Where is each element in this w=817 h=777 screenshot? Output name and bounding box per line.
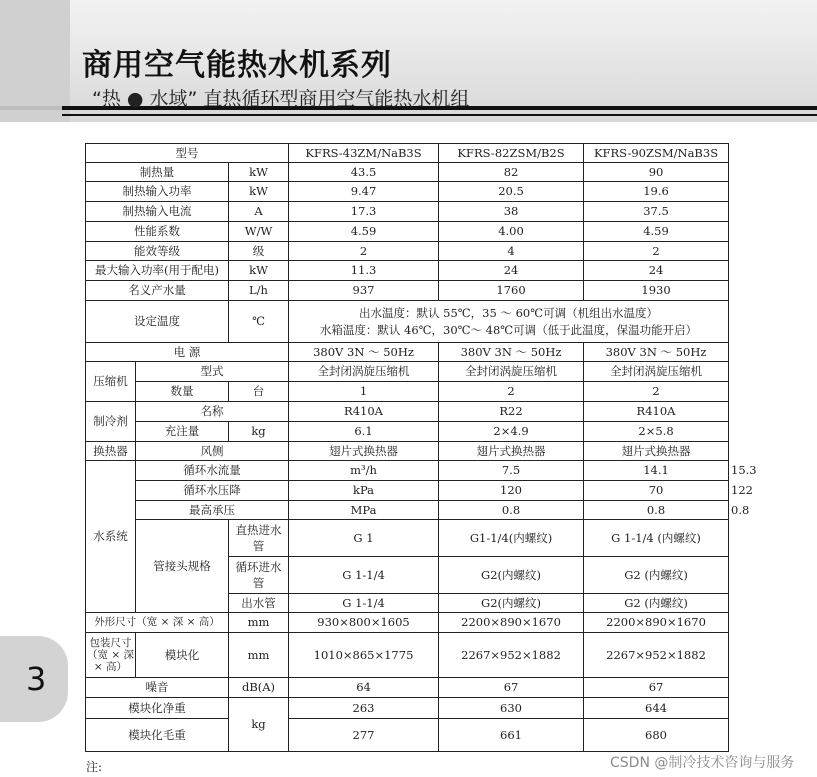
cell-value: 38 [439, 202, 584, 222]
header-rule-thin [62, 114, 817, 116]
cell-value: G 1 [289, 520, 439, 557]
cell-value: 263 [289, 698, 439, 719]
cell-value: G 1-1/4 (内螺纹) [584, 520, 729, 557]
model-name: KFRS-90ZSM/NaB3S [584, 144, 729, 163]
spec-table [85, 143, 757, 752]
cell-value: 1 [289, 382, 439, 402]
cell-value: G2 (内螺纹) [584, 557, 729, 594]
cell-value: 2267×952×1882 [439, 633, 584, 678]
pipe-label: 直热进水管 [229, 520, 289, 557]
cell-value: 2×5.8 [584, 422, 729, 442]
pipe-label: 出水管 [229, 594, 289, 613]
row-label: 风侧 [136, 442, 289, 461]
row-label: 噪音 [86, 678, 229, 698]
cell-value: 1760 [439, 281, 584, 301]
group-label: 换热器 [86, 442, 136, 461]
cell-value: 380V 3N ～ 50Hz [584, 343, 729, 362]
cell-value: 930×800×1605 [289, 613, 439, 633]
cell-value: 2200×890×1670 [439, 613, 584, 633]
page-subtitle: “热 ● 水域” 直热循环型商用空气能热水机组 [92, 88, 470, 110]
table-row [86, 633, 729, 678]
cell-value: G 1-1/4 [289, 557, 439, 594]
cell-value: 4.59 [584, 222, 729, 242]
cell-value: 全封闭涡旋压缩机 [289, 362, 439, 382]
table-row [86, 242, 729, 261]
row-label: 最大输入功率(用于配电) [86, 261, 229, 281]
header-left-rule [0, 106, 62, 110]
group-label: 压缩机 [86, 362, 136, 402]
row-label: 名称 [136, 402, 289, 422]
row-label: 管接头规格 [136, 520, 229, 613]
cell-value: 64 [289, 678, 439, 698]
cell-value: 2200×890×1670 [584, 613, 729, 633]
cell-value: G2(内螺纹) [439, 594, 584, 613]
cell-value: 380V 3N ～ 50Hz [439, 343, 584, 362]
row-label: 型式 [136, 362, 289, 382]
cell-value: 4.00 [439, 222, 584, 242]
row-label: 模块化 [136, 633, 229, 678]
row-label: 充注量 [136, 422, 229, 442]
row-unit: kg [229, 698, 289, 752]
cell-value: 937 [289, 281, 439, 301]
page-number: 3 [26, 660, 47, 698]
row-unit: 级 [229, 242, 289, 261]
cell-value: 2267×952×1882 [584, 633, 729, 678]
header-side-tab [0, 0, 70, 122]
pipe-label: 循环进水管 [229, 557, 289, 594]
cell-value: 全封闭涡旋压缩机 [439, 362, 584, 382]
row-unit: MPa [289, 501, 439, 520]
cell-value: 24 [584, 261, 729, 281]
row-unit: L/h [229, 281, 289, 301]
page-title: 商用空气能热水机系列 [82, 48, 392, 83]
row-label: 制热输入功率 [86, 182, 229, 202]
watermark: CSDN @制冷技术咨询与服务 [610, 755, 795, 771]
cell-value: 0.8 [584, 501, 729, 520]
table-row [86, 613, 729, 633]
cell-value: 11.3 [289, 261, 439, 281]
cell-value: 680 [584, 719, 729, 752]
row-label: 模块化净重 [86, 698, 229, 719]
table-row [86, 422, 729, 442]
cell-value: 4 [439, 242, 584, 261]
cell-value: R410A [584, 402, 729, 422]
cell-value: 90 [584, 163, 729, 182]
row-unit: kPa [289, 481, 439, 501]
set-temp-line: 水箱温度：默认 46℃，30℃～ 48℃可调（低于此温度，保温功能开启） [319, 322, 698, 337]
cell-value: 67 [584, 678, 729, 698]
cell-value: 661 [439, 719, 584, 752]
row-unit: A [229, 202, 289, 222]
table-row [86, 362, 729, 382]
table-row [86, 144, 729, 163]
table-row [86, 261, 729, 281]
cell-value: 67 [439, 678, 584, 698]
row-unit: kW [229, 182, 289, 202]
group-label: 包装尺寸（宽 × 深 × 高） [86, 633, 136, 678]
table-row [86, 520, 729, 557]
cell-value: 120 [439, 481, 584, 501]
row-unit: 台 [229, 382, 289, 402]
table-row [86, 698, 729, 719]
table-row [86, 442, 729, 461]
cell-value: 70 [584, 481, 729, 501]
table-row [86, 402, 729, 422]
row-unit: ℃ [229, 301, 289, 343]
row-unit: W/W [229, 222, 289, 242]
cell-value: 6.1 [289, 422, 439, 442]
table-row [86, 222, 729, 242]
cell-value: 翅片式换热器 [289, 442, 439, 461]
cell-value: 2 [584, 382, 729, 402]
cell-value: 0.8 [439, 501, 584, 520]
table-row [86, 202, 729, 222]
table-row [86, 382, 729, 402]
set-temp-description [289, 301, 729, 343]
cell-value: G2(内螺纹) [439, 557, 584, 594]
cell-value: 14.1 [584, 461, 729, 481]
cell-value: 37.5 [584, 202, 729, 222]
cell-value: 19.6 [584, 182, 729, 202]
cell-value: 24 [439, 261, 584, 281]
cell-value: 2×4.9 [439, 422, 584, 442]
table-row [86, 182, 729, 202]
row-label: 电 源 [86, 343, 289, 362]
cell-value: 82 [439, 163, 584, 182]
row-label: 能效等级 [86, 242, 229, 261]
cell-value: 17.3 [289, 202, 439, 222]
row-label: 最高承压 [136, 501, 289, 520]
cell-value: 2 [584, 242, 729, 261]
cell-value: 全封闭涡旋压缩机 [584, 362, 729, 382]
table-row [86, 678, 729, 698]
row-unit: mm [229, 633, 289, 678]
model-name: KFRS-82ZSM/B2S [439, 144, 584, 163]
table-row [86, 301, 729, 343]
cell-value: 20.5 [439, 182, 584, 202]
cell-value: 630 [439, 698, 584, 719]
row-label: 循环水流量 [136, 461, 289, 481]
table-row: 水系统 循环水流量 m³/h 7.5 14.1 15.3 [86, 461, 729, 481]
row-label: 设定温度 [86, 301, 229, 343]
row-unit: kW [229, 163, 289, 182]
row-label: 性能系数 [86, 222, 229, 242]
row-label: 数量 [136, 382, 229, 402]
row-unit: mm [229, 613, 289, 633]
table-row [86, 281, 729, 301]
table-row [86, 343, 729, 362]
model-label: 型号 [86, 144, 289, 163]
cell-value: G1-1/4(内螺纹) [439, 520, 584, 557]
cell-value: 翅片式换热器 [584, 442, 729, 461]
group-label: 水系统 [86, 461, 136, 613]
cell-value: 644 [584, 698, 729, 719]
row-unit: m³/h [289, 461, 439, 481]
row-unit: kW [229, 261, 289, 281]
cell-value: 1930 [584, 281, 729, 301]
cell-value: 翅片式换热器 [439, 442, 584, 461]
cell-value: 7.5 [439, 461, 584, 481]
cell-value: 380V 3N ～ 50Hz [289, 343, 439, 362]
cell-value: 4.59 [289, 222, 439, 242]
cell-value: G2 (内螺纹) [584, 594, 729, 613]
cell-value: 2 [289, 242, 439, 261]
row-label: 外形尺寸（宽 × 深 × 高） [86, 613, 229, 633]
cell-value: 277 [289, 719, 439, 752]
group-label: 制冷剂 [86, 402, 136, 442]
row-label: 循环水压降 [136, 481, 289, 501]
row-label: 制热量 [86, 163, 229, 182]
row-label: 名义产水量 [86, 281, 229, 301]
row-label: 制热输入电流 [86, 202, 229, 222]
cell-value: 9.47 [289, 182, 439, 202]
cell-value: 2 [439, 382, 584, 402]
table-row: 循环水压降 kPa 120 70 122 [86, 481, 729, 501]
cell-value: G 1-1/4 [289, 594, 439, 613]
set-temp-line: 出水温度：默认 55℃，35 ～ 60℃可调（机组出水温度） [358, 305, 659, 320]
cell-value: 43.5 [289, 163, 439, 182]
footnote-label: 注: [86, 760, 103, 774]
row-label: 模块化毛重 [86, 719, 229, 752]
table-row [86, 719, 729, 752]
table-row [86, 163, 729, 182]
model-name: KFRS-43ZM/NaB3S [289, 144, 439, 163]
cell-value: R410A [289, 402, 439, 422]
row-unit: dB(A) [229, 678, 289, 698]
table-row: 最高承压 MPa 0.8 0.8 0.8 [86, 501, 729, 520]
row-unit: kg [229, 422, 289, 442]
cell-value: R22 [439, 402, 584, 422]
cell-value: 1010×865×1775 [289, 633, 439, 678]
